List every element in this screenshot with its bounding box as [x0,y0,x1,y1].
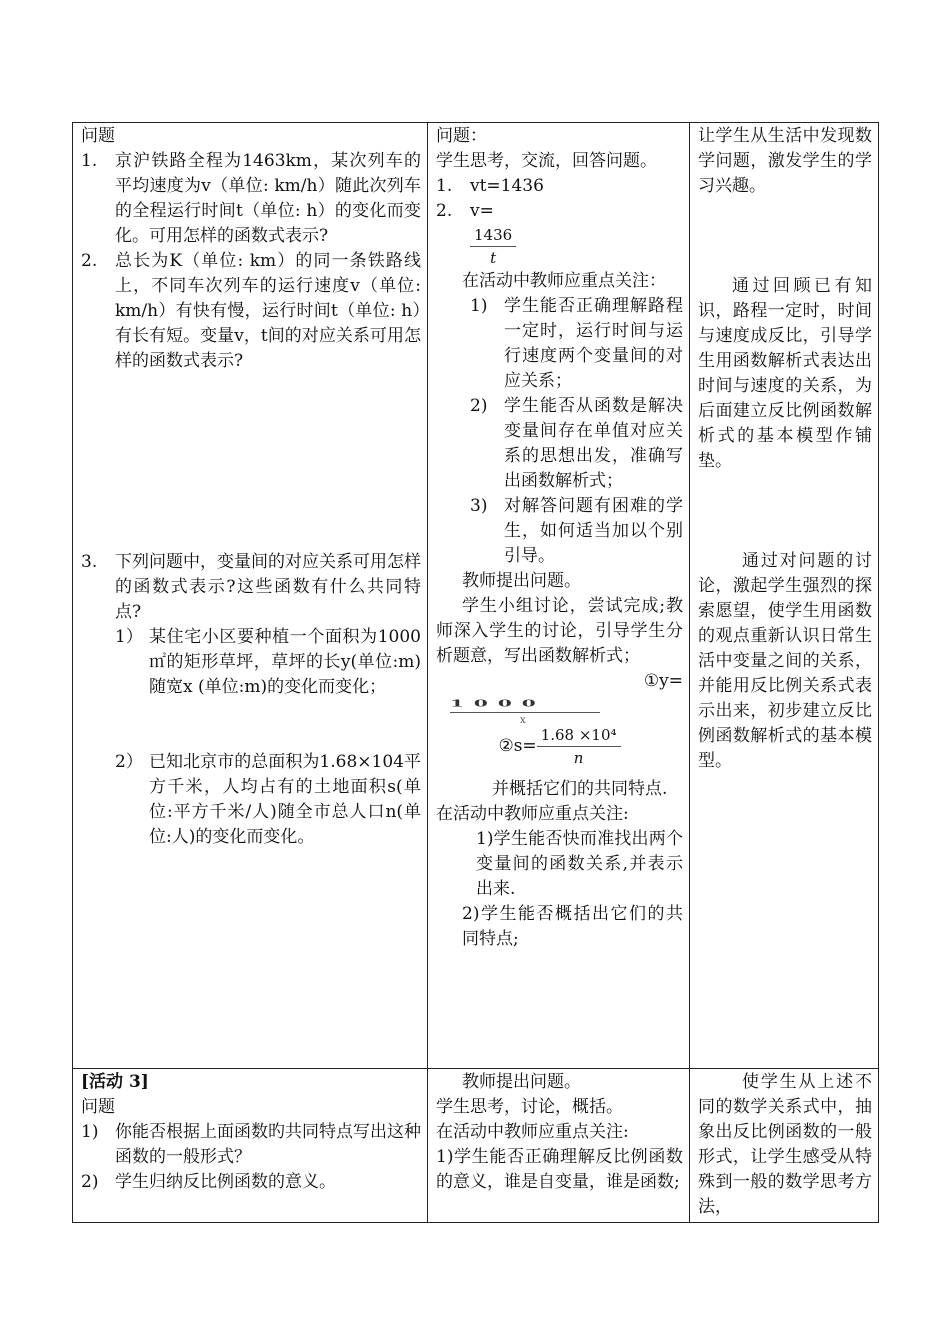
activity-3-intent-cell [690,1069,879,1223]
focus-3-item-1: 1)学生能否正确理解反比例函数的意义，谁是自变量，谁是函数; [436,1147,683,1192]
focus-2-item-2: 2)学生能否概括出它们的共同特点; [462,904,683,949]
question-3a: 某住宅小区要种植一个面积为1000㎡的矩形草坪，草坪的长y(单位:m)随宽x (单位:m)的变化而变化； [149,627,421,697]
activity-3-cell [73,1069,428,1223]
student-thinking: 学生思考，讨论，概括。 [436,1097,623,1117]
questions-heading: 问题 [81,126,115,146]
activity-3-student-cell [428,1069,690,1223]
list-item: 1. 京沪铁路全程为1463km，某次列车的平均速度为v（单位: km/h）随此次列车的全程运行时间t（单位: h）的变化而变化。可用怎样的函数式表示? [81,149,421,249]
list-item: 1) 你能否根据上面函数旳共同特点写出这种函数的一般形式？ [81,1122,421,1167]
list-item: 2） 已知北京市的总面积为1.68×104平方千米，人均占有的土地面积s(单位:平方千米/人)随全市总人口n(单位:人)的变化而变化。 [81,750,421,850]
list-item: 2) 学生能否从函数是解决变量间存在单值对应关系的思想出发，准确写出函数解析式； [470,396,683,491]
equation-2: ②s= $\frac{\text{1.68 ×10⁴}}{n}$ [436,724,683,769]
intent-paragraph-3: 通过对问题的讨论，激起学生强烈的探索愿望，使学生用函数的观点重新认识日常生活中变量之间的关系，并能用反比例关系式表示出来，初步建立反比例函数解析式的基本模型。 [698,551,872,771]
answer-1: vt=1436 [470,176,544,196]
question-1: 京沪铁路全程为1463km，某次列车的平均速度为v（单位: km/h）随此次列车的全程运行时间t（单位: h）的变化而变化。可用怎样的函数式表示? [115,151,421,246]
equation-1-fraction: 1000 x [450,698,600,716]
list-item: 2. v= [436,199,683,224]
equation-2-fraction: $\frac{\text{1.68 ×10⁴}}{n}$ [537,724,621,769]
answer-2: v= [470,201,494,221]
list-item: 2) 学生归纳反比例函数的意义。 [81,1172,336,1192]
teacher-question-2: 教师提出问题。 [462,1072,581,1092]
focus-3-intro: 在活动中教师应重点关注: [436,1122,629,1142]
answers-intro: 学生思考，交流，回答问题。 [436,151,657,171]
question-3b: 已知北京市的总面积为1.68×104平方千米，人均占有的土地面积s(单位:平方千米/人)随全市总人口n(单位:人)的变化而变化。 [149,752,421,847]
list-item: 3. 下列问题中，变量间的对应关系可用怎样的函数式表示?这些函数有什么共同特点? [81,550,421,625]
list-item: 1) 学生能否正确理解路程一定时，运行时间与运行速度两个变量间的对应关系； [470,296,683,391]
answers-heading: 问题： [436,126,487,146]
activity-3-heading: 问题 [81,1097,115,1117]
question-2: 总长为K（单位: km）的同一条铁路线上，不同车次列车的运行速度v（单位: km/h）有快有慢，运行时间t（单位: h）有长有短。变量v，t间的对应关系可用怎样的函数式表示? [115,251,421,371]
focus-2-intro: 在活动中教师应重点关注: [436,804,629,824]
list-item: 3) 对解答问题有困难的学生，如何适当加以个别引导。 [470,496,683,566]
lesson-table [72,122,879,1223]
design-intent-cell [690,123,879,1069]
list-item: 1） 某住宅小区要种植一个面积为1000㎡的矩形草坪，草坪的长y(单位:m)随宽x (单位:m)的变化而变化； [81,625,421,700]
equation-1-label: ①y= [643,671,683,691]
summary-text: 并概括它们的共同特点. [492,779,668,799]
table-row [73,123,879,1069]
student-activity-cell [428,123,690,1069]
fraction-1436-over-t: $\frac{1436}{t}$ [470,224,516,269]
table-row [73,1069,879,1223]
teacher-question: 教师提出问题。 [462,571,581,591]
group-discussion: 学生小组讨论，尝试完成;教师深入学生的讨论，引导学生分析题意，写出函数解析式； [436,596,683,666]
intent-paragraph-2: 通过回顾已有知识，路程一定时，时间与速度成反比，引导学生用函数解析式表达出时间与速度的关系，为后面建立反比例函数解析式的基本模型作铺垫。 [698,276,872,471]
intent-paragraph-4: 使学生从上述不同的数学关系式中，抽象出反比例函数的一般形式，让学生感受从特殊到一般的数学思考方法， [698,1072,872,1217]
lesson-plan-page [72,122,878,1223]
focus-2-item-1: 1)学生能否快而准找出两个变量间的函数关系,并表示出来. [476,829,683,899]
question-3: 下列问题中，变量间的对应关系可用怎样的函数式表示?这些函数有什么共同特点? [115,552,421,622]
activity-3-title: [活动 3] [81,1072,149,1092]
list-item: 2. 总长为K（单位: km）的同一条铁路线上，不同车次列车的运行速度v（单位: km/h）有快有慢，运行时间t（单位: h）有长有短。变量v，t间的对应关系可用怎样的函数式表示? [81,249,421,374]
questions-cell [73,123,428,1069]
intent-paragraph-1: 让学生从生活中发现数学问题，激发学生的学习兴趣。 [698,126,872,196]
focus-intro: 在活动中教师应重点关注： [462,271,666,291]
list-item: 1. vt=1436 [436,174,683,199]
